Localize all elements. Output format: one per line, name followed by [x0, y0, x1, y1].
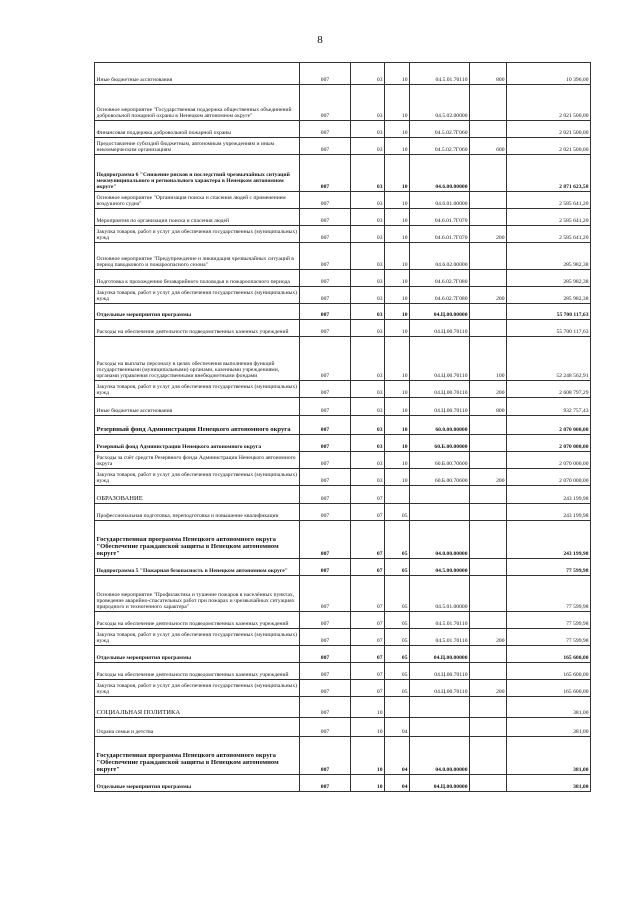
section-code-cell: 03: [351, 209, 385, 226]
row-name-cell: Финансовая поддержка добровольной пожарной охраны: [95, 121, 300, 138]
subsection-code-cell: 05: [385, 504, 410, 521]
row-name-cell: Подготовка к прохождению безаварийного половодья и пожароопасного периода: [95, 270, 300, 287]
row-name-cell: Государственная программа Ненецкого автономного округа "Обеспечение гражданской защиты в Ненецком автономном округе": [95, 737, 300, 775]
admin-code-cell: 007: [300, 304, 351, 320]
expense-type-cell: [470, 209, 507, 226]
admin-code-cell: 007: [300, 287, 351, 304]
amount-cell: 2 608 797,29: [507, 381, 591, 398]
section-code-cell: 03: [351, 304, 385, 320]
subsection-code-cell: 10: [385, 243, 410, 270]
target-article-cell: 04.Ц.00.70110: [410, 680, 470, 697]
target-article-cell: 04.Ц.00.00000: [410, 775, 470, 792]
amount-cell: 10 396,00: [507, 63, 591, 85]
row-name-cell: Государственная программа Ненецкого автономного округа "Обеспечение гражданской защиты в Ненецком автономном округе": [95, 521, 300, 559]
expense-type-cell: [470, 612, 507, 629]
row-name-cell: Закупка товаров, работ и услуг для обеспечения государственных (муниципальных) нужд: [95, 469, 300, 486]
row-name-cell: Расходы за счёт средств Резервного фонда Администрации Ненецкого автономного округа: [95, 452, 300, 469]
row-name-cell: Подпрограмма 5 "Пожарная безопасность в Ненецком автономном округе": [95, 559, 300, 576]
expense-type-cell: 800: [470, 63, 507, 85]
amount-cell: 2 585 641,20: [507, 192, 591, 209]
subsection-code-cell: 10: [385, 416, 410, 435]
admin-code-cell: 007: [300, 663, 351, 680]
target-article-cell: 04.Ц.00.70110: [410, 337, 470, 381]
amount-cell: 2 585 641,20: [507, 209, 591, 226]
admin-code-cell: 007: [300, 155, 351, 192]
section-code-cell: 03: [351, 416, 385, 435]
amount-cell: 77 599,98: [507, 612, 591, 629]
expense-type-cell: 600: [470, 138, 507, 155]
expense-type-cell: [470, 697, 507, 718]
amount-cell: 381,00: [507, 737, 591, 775]
subsection-code-cell: 10: [385, 85, 410, 121]
section-code-cell: 03: [351, 155, 385, 192]
amount-cell: 52 248 562,91: [507, 337, 591, 381]
row-name-cell: Профессиональная подготовка, переподготовка и повышение квалификации: [95, 504, 300, 521]
target-article-cell: [410, 486, 470, 504]
table-row: [95, 243, 591, 270]
section-code-cell: 07: [351, 559, 385, 576]
row-name-cell: Подпрограмма 6 "Снижение рисков и последствий чрезвычайных ситуаций межмуниципального и регионального характера в Ненецком автономном округе": [95, 155, 300, 192]
subsection-code-cell: [385, 697, 410, 718]
subsection-code-cell: 10: [385, 226, 410, 243]
table-row: [95, 612, 591, 629]
table-row: [95, 304, 591, 320]
expense-type-cell: [470, 663, 507, 680]
target-article-cell: 04.6.01.7Г070: [410, 209, 470, 226]
admin-code-cell: 007: [300, 192, 351, 209]
section-code-cell: 03: [351, 192, 385, 209]
section-code-cell: 03: [351, 121, 385, 138]
target-article-cell: [410, 718, 470, 737]
subsection-code-cell: 10: [385, 469, 410, 486]
amount-cell: 2 021 500,00: [507, 85, 591, 121]
amount-cell: 77 599,98: [507, 629, 591, 646]
target-article-cell: 04.5.01.70110: [410, 629, 470, 646]
budget-table: [94, 62, 591, 792]
subsection-code-cell: 04: [385, 718, 410, 737]
subsection-code-cell: 10: [385, 209, 410, 226]
subsection-code-cell: 05: [385, 646, 410, 663]
row-name-cell: Иные бюджетные ассигнования: [95, 398, 300, 416]
section-code-cell: 07: [351, 576, 385, 612]
expense-type-cell: [470, 646, 507, 663]
amount-cell: 932 757,43: [507, 398, 591, 416]
target-article-cell: 04.0.00.00000: [410, 737, 470, 775]
section-code-cell: 03: [351, 381, 385, 398]
section-code-cell: 03: [351, 398, 385, 416]
table-row: [95, 192, 591, 209]
subsection-code-cell: 10: [385, 337, 410, 381]
expense-type-cell: [470, 737, 507, 775]
admin-code-cell: 007: [300, 486, 351, 504]
expense-type-cell: [470, 435, 507, 452]
section-code-cell: 03: [351, 270, 385, 287]
admin-code-cell: 007: [300, 226, 351, 243]
section-code-cell: 10: [351, 697, 385, 718]
subsection-code-cell: 10: [385, 398, 410, 416]
target-article-cell: 04.6.01.7Г070: [410, 226, 470, 243]
amount-cell: 2 585 641,20: [507, 226, 591, 243]
expense-type-cell: [470, 192, 507, 209]
target-article-cell: 04.Ц.00.00000: [410, 646, 470, 663]
subsection-code-cell: 05: [385, 576, 410, 612]
amount-cell: 77 599,98: [507, 576, 591, 612]
section-code-cell: 03: [351, 243, 385, 270]
admin-code-cell: 007: [300, 209, 351, 226]
table-row: [95, 469, 591, 486]
amount-cell: 55 700 117,63: [507, 304, 591, 320]
expense-type-cell: 200: [470, 287, 507, 304]
row-name-cell: Мероприятия по организации поиска и спасения людей: [95, 209, 300, 226]
amount-cell: 165 600,00: [507, 680, 591, 697]
amount-cell: 2 021 500,00: [507, 121, 591, 138]
admin-code-cell: 007: [300, 337, 351, 381]
subsection-code-cell: 05: [385, 680, 410, 697]
subsection-code-cell: [385, 486, 410, 504]
amount-cell: 2 070 000,00: [507, 469, 591, 486]
row-name-cell: Основное мероприятие "Профилактика и тушение пожаров в населённых пунктах, проведение аварийно-спасательных работ при пожарах и чрезвычайных ситуациях природного и техногенного характера": [95, 576, 300, 612]
amount-cell: 2 070 000,00: [507, 452, 591, 469]
target-article-cell: 04.6.02.00000: [410, 243, 470, 270]
budget-table-body: [95, 63, 591, 792]
admin-code-cell: 007: [300, 121, 351, 138]
expense-type-cell: [470, 304, 507, 320]
subsection-code-cell: 10: [385, 320, 410, 337]
amount-cell: 243 199,98: [507, 504, 591, 521]
section-code-cell: 10: [351, 718, 385, 737]
admin-code-cell: 007: [300, 270, 351, 287]
row-name-cell: Закупка товаров, работ и услуг для обеспечения государственных (муниципальных) нужд: [95, 680, 300, 697]
expense-type-cell: [470, 320, 507, 337]
amount-cell: 2 021 500,00: [507, 138, 591, 155]
admin-code-cell: 007: [300, 138, 351, 155]
table-row: [95, 629, 591, 646]
target-article-cell: 04.Ц.00.70110: [410, 320, 470, 337]
table-row: [95, 63, 591, 85]
table-row: [95, 138, 591, 155]
subsection-code-cell: 10: [385, 63, 410, 85]
row-name-cell: СОЦИАЛЬНАЯ ПОЛИТИКА: [95, 697, 300, 718]
section-code-cell: 03: [351, 138, 385, 155]
amount-cell: 165 600,00: [507, 663, 591, 680]
target-article-cell: 04.5.01.00000: [410, 576, 470, 612]
amount-cell: 381,00: [507, 718, 591, 737]
row-name-cell: Основное мероприятие "Государственная поддержка общественных объединений добровольной пожарной охраны в Ненецком автономном округе": [95, 85, 300, 121]
section-code-cell: 07: [351, 521, 385, 559]
section-code-cell: 10: [351, 775, 385, 792]
admin-code-cell: 007: [300, 320, 351, 337]
row-name-cell: Закупка товаров, работ и услуг для обеспечения государственных (муниципальных) нужд: [95, 629, 300, 646]
target-article-cell: 04.Ц.00.70110: [410, 381, 470, 398]
row-name-cell: Предоставление субсидий бюджетным, автономным учреждениям и иным некоммерческим организациям: [95, 138, 300, 155]
expense-type-cell: [470, 416, 507, 435]
target-article-cell: [410, 504, 470, 521]
row-name-cell: Отдельные мероприятия программы: [95, 304, 300, 320]
admin-code-cell: 007: [300, 521, 351, 559]
subsection-code-cell: 10: [385, 121, 410, 138]
section-code-cell: 03: [351, 63, 385, 85]
admin-code-cell: 007: [300, 718, 351, 737]
section-code-cell: 07: [351, 612, 385, 629]
table-row: [95, 646, 591, 663]
subsection-code-cell: 10: [385, 270, 410, 287]
amount-cell: 243 199,98: [507, 521, 591, 559]
section-code-cell: 07: [351, 663, 385, 680]
admin-code-cell: 007: [300, 243, 351, 270]
expense-type-cell: [470, 521, 507, 559]
subsection-code-cell: 10: [385, 287, 410, 304]
row-name-cell: Иные бюджетные ассигнования: [95, 63, 300, 85]
expense-type-cell: [470, 718, 507, 737]
amount-cell: 55 700 117,63: [507, 320, 591, 337]
target-article-cell: 04.5.01.70110: [410, 63, 470, 85]
expense-type-cell: 800: [470, 398, 507, 416]
section-code-cell: 03: [351, 452, 385, 469]
table-row: [95, 226, 591, 243]
row-name-cell: Резервный фонд Администрации Ненецкого автономного округа: [95, 416, 300, 435]
row-name-cell: Отдельные мероприятия программы: [95, 646, 300, 663]
admin-code-cell: 007: [300, 646, 351, 663]
admin-code-cell: 007: [300, 612, 351, 629]
subsection-code-cell: 10: [385, 452, 410, 469]
target-article-cell: 04.6.02.7Г080: [410, 270, 470, 287]
admin-code-cell: 007: [300, 452, 351, 469]
table-row: [95, 486, 591, 504]
expense-type-cell: [470, 504, 507, 521]
target-article-cell: 60.Б.00.70600: [410, 469, 470, 486]
admin-code-cell: 007: [300, 559, 351, 576]
table-row: [95, 320, 591, 337]
amount-cell: 243 199,98: [507, 486, 591, 504]
amount-cell: 285 982,38: [507, 287, 591, 304]
expense-type-cell: [470, 486, 507, 504]
amount-cell: 2 070 000,00: [507, 416, 591, 435]
target-article-cell: 60.Б.00.00000: [410, 435, 470, 452]
section-code-cell: 03: [351, 85, 385, 121]
subsection-code-cell: 05: [385, 521, 410, 559]
page-number: 8: [317, 34, 323, 46]
table-row: [95, 576, 591, 612]
row-name-cell: Отдельные мероприятия программы: [95, 775, 300, 792]
expense-type-cell: [470, 270, 507, 287]
table-row: [95, 209, 591, 226]
table-row: [95, 718, 591, 737]
admin-code-cell: 007: [300, 576, 351, 612]
section-code-cell: 07: [351, 504, 385, 521]
amount-cell: 2 070 000,00: [507, 435, 591, 452]
admin-code-cell: 007: [300, 775, 351, 792]
expense-type-cell: [470, 559, 507, 576]
row-name-cell: Расходы на обеспечение деятельности подведомственных казенных учреждений: [95, 663, 300, 680]
amount-cell: 2 871 623,58: [507, 155, 591, 192]
target-article-cell: 04.5.02.00000: [410, 85, 470, 121]
subsection-code-cell: 10: [385, 304, 410, 320]
table-row: [95, 398, 591, 416]
target-article-cell: 04.5.00.00000: [410, 559, 470, 576]
row-name-cell: Закупка товаров, работ и услуг для обеспечения государственных (муниципальных) нужд: [95, 226, 300, 243]
target-article-cell: 04.5.02.7Г060: [410, 138, 470, 155]
section-code-cell: 07: [351, 680, 385, 697]
target-article-cell: 04.6.02.7Г080: [410, 287, 470, 304]
row-name-cell: Охрана семьи и детства: [95, 718, 300, 737]
target-article-cell: 04.0.00.00000: [410, 521, 470, 559]
amount-cell: 77 599,98: [507, 559, 591, 576]
admin-code-cell: 007: [300, 398, 351, 416]
expense-type-cell: [470, 576, 507, 612]
target-article-cell: [410, 697, 470, 718]
table-row: [95, 287, 591, 304]
expense-type-cell: [470, 121, 507, 138]
admin-code-cell: 007: [300, 381, 351, 398]
section-code-cell: 07: [351, 646, 385, 663]
section-code-cell: 03: [351, 287, 385, 304]
row-name-cell: Основное мероприятие "Организация поиска и спасения людей с применением воздушного судна": [95, 192, 300, 209]
admin-code-cell: 007: [300, 85, 351, 121]
admin-code-cell: 007: [300, 629, 351, 646]
subsection-code-cell: 05: [385, 559, 410, 576]
row-name-cell: Закупка товаров, работ и услуг для обеспечения государственных (муниципальных) нужд: [95, 287, 300, 304]
table-row: [95, 680, 591, 697]
expense-type-cell: 200: [470, 629, 507, 646]
admin-code-cell: 007: [300, 697, 351, 718]
expense-type-cell: [470, 243, 507, 270]
target-article-cell: 04.Ц.00.70110: [410, 663, 470, 680]
section-code-cell: 07: [351, 629, 385, 646]
table-row: [95, 381, 591, 398]
subsection-code-cell: 04: [385, 737, 410, 775]
subsection-code-cell: 10: [385, 192, 410, 209]
section-code-cell: 03: [351, 469, 385, 486]
table-row: [95, 737, 591, 775]
subsection-code-cell: 05: [385, 612, 410, 629]
expense-type-cell: 200: [470, 226, 507, 243]
subsection-code-cell: 05: [385, 629, 410, 646]
admin-code-cell: 007: [300, 416, 351, 435]
expense-type-cell: [470, 155, 507, 192]
admin-code-cell: 007: [300, 680, 351, 697]
row-name-cell: Расходы на обеспечение деятельности подведомственных казенных учреждений: [95, 320, 300, 337]
target-article-cell: 04.Ц.00.00000: [410, 304, 470, 320]
row-name-cell: Расходы на обеспечение деятельности подведомственных казенных учреждений: [95, 612, 300, 629]
section-code-cell: 03: [351, 320, 385, 337]
expense-type-cell: 200: [470, 469, 507, 486]
table-row: [95, 85, 591, 121]
row-name-cell: Закупка товаров, работ и услуг для обеспечения государственных (муниципальных) нужд: [95, 381, 300, 398]
expense-type-cell: [470, 85, 507, 121]
table-row: [95, 697, 591, 718]
table-row: [95, 504, 591, 521]
target-article-cell: 04.6.00.00000: [410, 155, 470, 192]
admin-code-cell: 007: [300, 469, 351, 486]
table-row: [95, 663, 591, 680]
admin-code-cell: 007: [300, 63, 351, 85]
admin-code-cell: 007: [300, 435, 351, 452]
admin-code-cell: 007: [300, 737, 351, 775]
admin-code-cell: 007: [300, 504, 351, 521]
table-row: [95, 521, 591, 559]
subsection-code-cell: 10: [385, 381, 410, 398]
target-article-cell: 04.5.01.70110: [410, 612, 470, 629]
amount-cell: 285 982,38: [507, 270, 591, 287]
section-code-cell: 10: [351, 737, 385, 775]
amount-cell: 285 982,38: [507, 243, 591, 270]
table-row: [95, 270, 591, 287]
section-code-cell: 07: [351, 486, 385, 504]
target-article-cell: 04.5.02.7Г060: [410, 121, 470, 138]
table-row: [95, 559, 591, 576]
row-name-cell: Основное мероприятие "Предупреждение и ликвидация чрезвычайных ситуаций в период паводкового и пожароопасного сезона": [95, 243, 300, 270]
amount-cell: 381,00: [507, 697, 591, 718]
table-row: [95, 337, 591, 381]
expense-type-cell: 200: [470, 381, 507, 398]
row-name-cell: Расходы на выплаты персоналу в целях обеспечения выполнения функций государственными (муниципальными) органами, казенными учреждениями, органами управления государственными внебюджетными фондами: [95, 337, 300, 381]
table-row: [95, 121, 591, 138]
target-article-cell: 04.6.01.00000: [410, 192, 470, 209]
row-name-cell: Резервный фонд Администрации Ненецкого автономного округа: [95, 435, 300, 452]
subsection-code-cell: 04: [385, 775, 410, 792]
row-name-cell: ОБРАЗОВАНИЕ: [95, 486, 300, 504]
subsection-code-cell: 05: [385, 663, 410, 680]
subsection-code-cell: 10: [385, 138, 410, 155]
table-row: [95, 452, 591, 469]
amount-cell: 165 600,00: [507, 646, 591, 663]
expense-type-cell: [470, 775, 507, 792]
target-article-cell: 04.Ц.00.70110: [410, 398, 470, 416]
expense-type-cell: 100: [470, 337, 507, 381]
subsection-code-cell: 10: [385, 155, 410, 192]
amount-cell: 381,00: [507, 775, 591, 792]
target-article-cell: 60.Б.00.70600: [410, 452, 470, 469]
table-row: [95, 416, 591, 435]
table-row: [95, 775, 591, 792]
expense-type-cell: 200: [470, 680, 507, 697]
target-article-cell: 60.0.00.00000: [410, 416, 470, 435]
section-code-cell: 03: [351, 226, 385, 243]
section-code-cell: 03: [351, 337, 385, 381]
section-code-cell: 03: [351, 435, 385, 452]
table-row: [95, 435, 591, 452]
expense-type-cell: [470, 452, 507, 469]
subsection-code-cell: 10: [385, 435, 410, 452]
table-row: [95, 155, 591, 192]
